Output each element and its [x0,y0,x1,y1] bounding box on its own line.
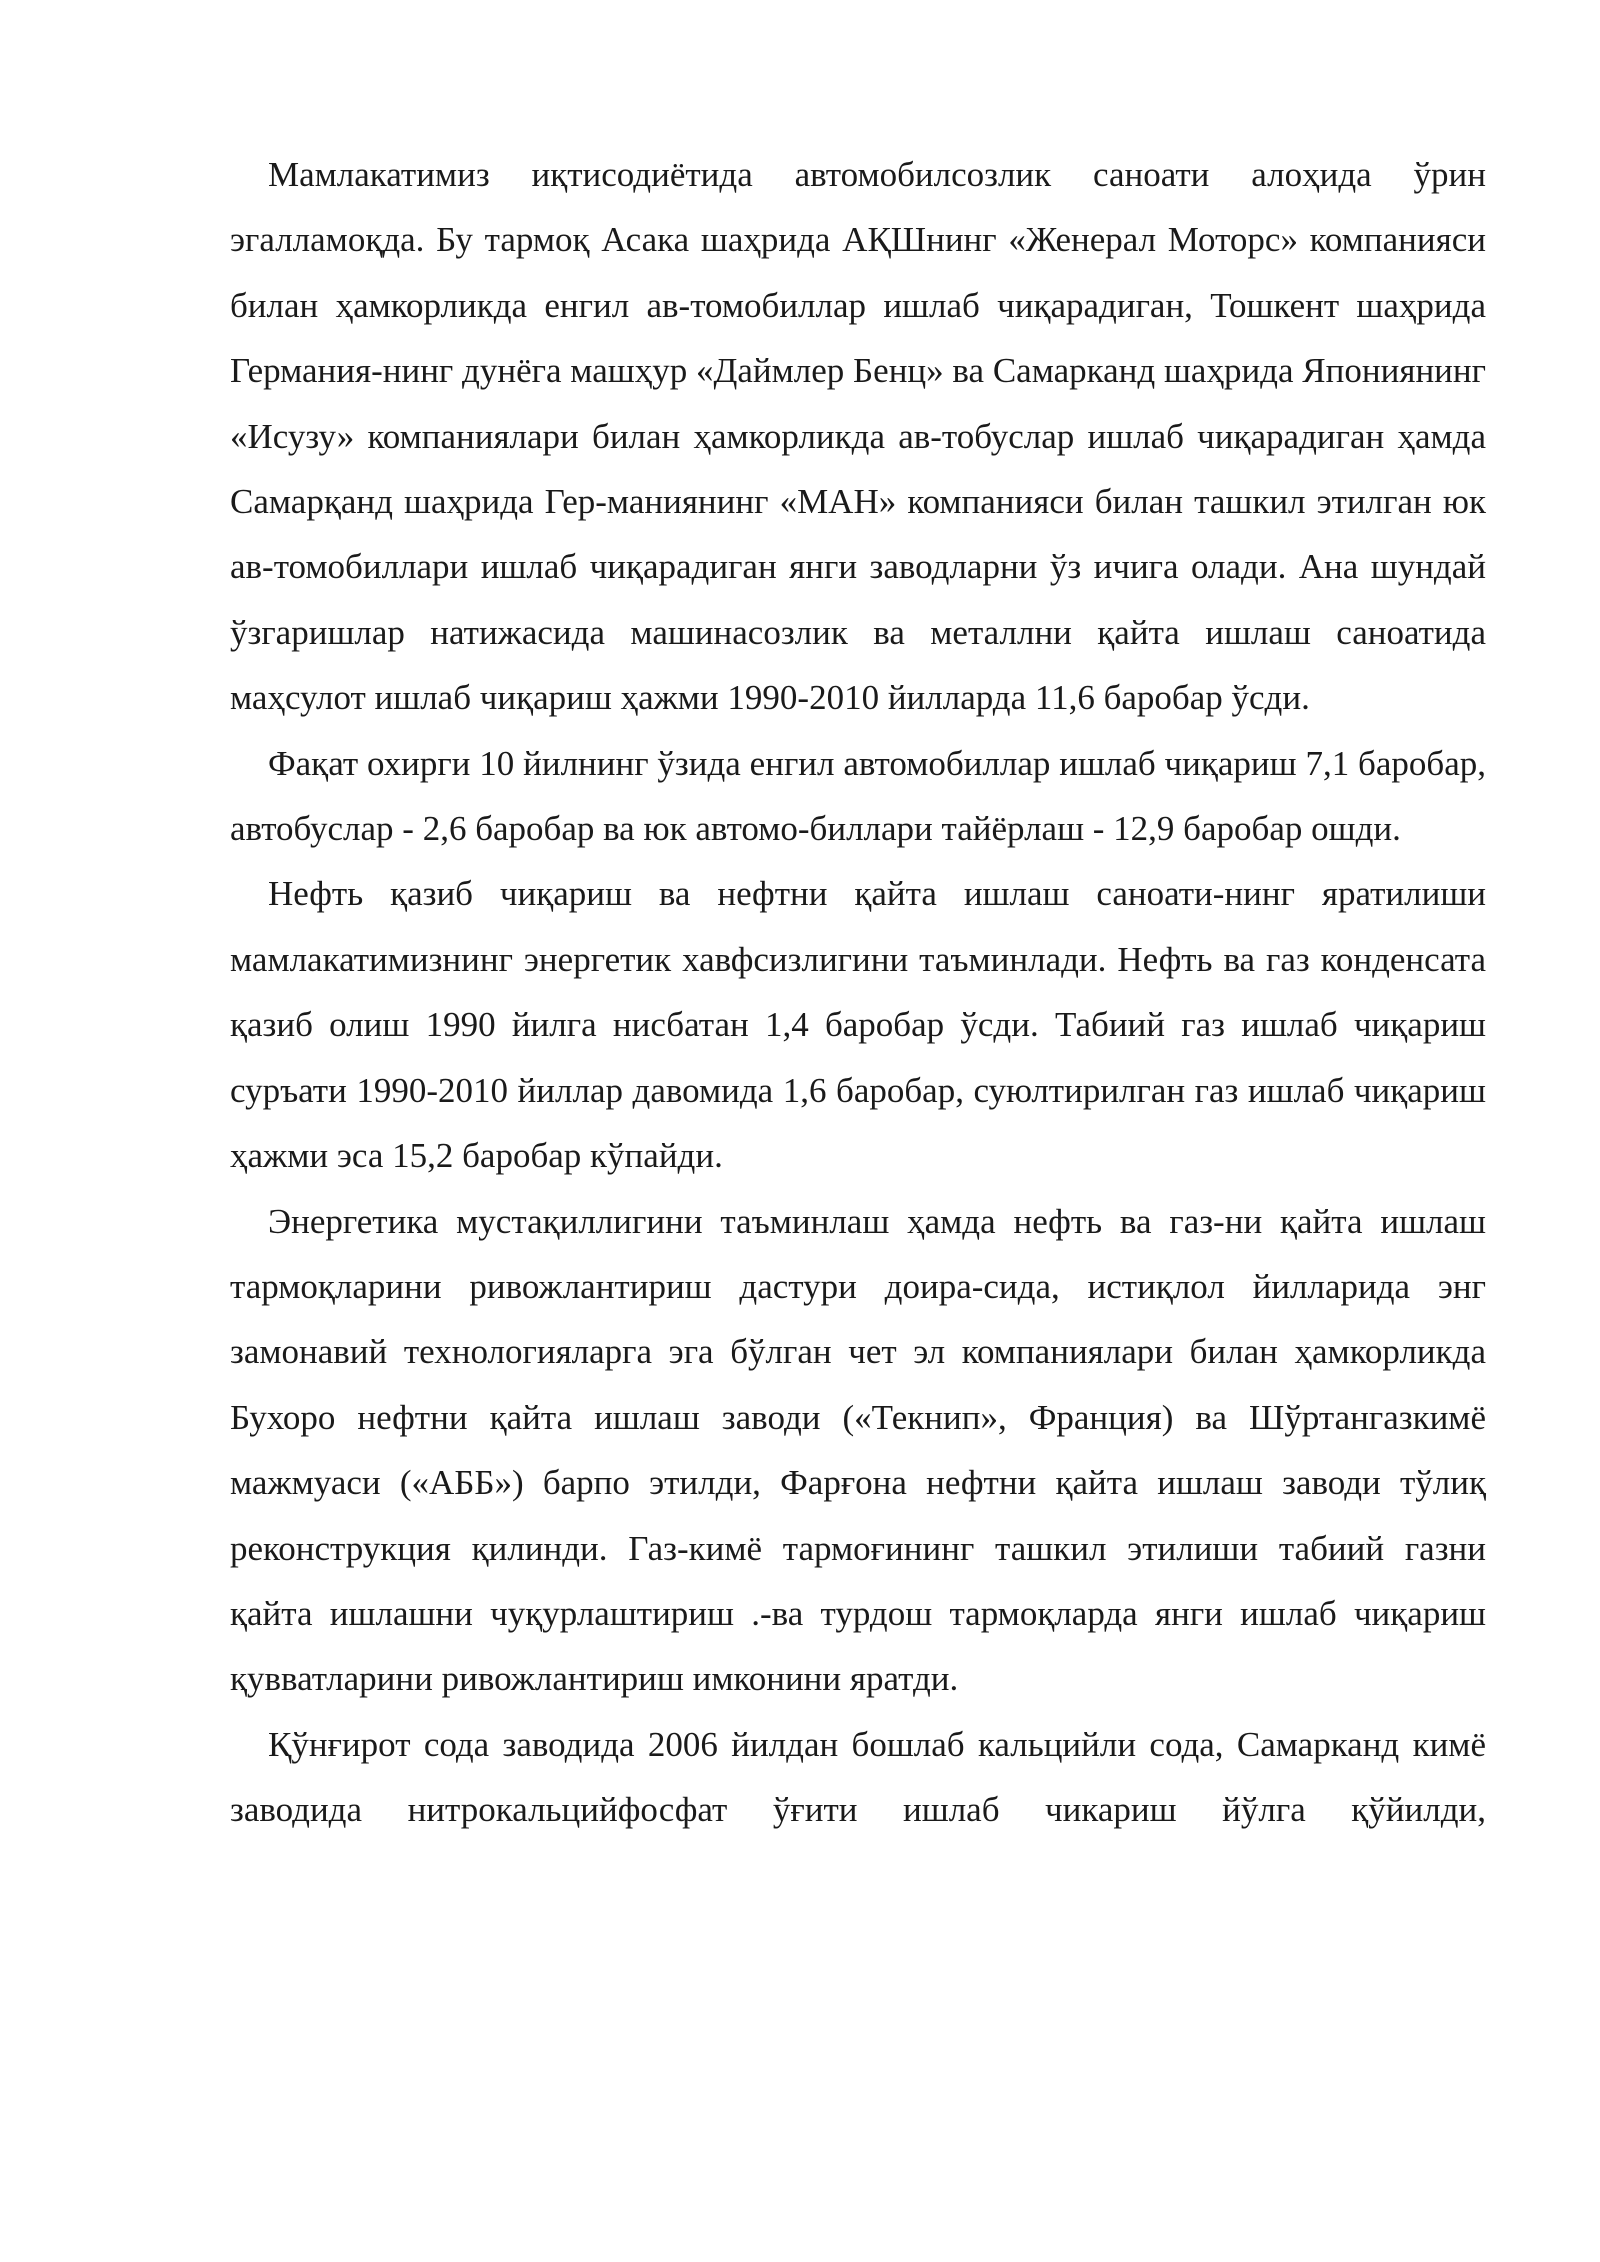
paragraph-automotive-industry: Мамлакатимиз иқтисодиётида автомобилсозлик саноати алоҳида ўрин эгалламоқда. Бу тармоқ Асака шаҳрида АҚШнинг «Женерал Моторс» компанияси билан ҳамкорликда енгил ав-томобиллар ишлаб чиқарадиган, Тошкент шаҳрида Германия-нинг дунёга машҳур «Даймлер Бенц» ва Самарканд шаҳрида Япониянинг «Исузу» компаниялари билан ҳамкорликда ав-тобуслар ишлаб чиқарадиган ҳамда Самарқанд шаҳрида Гер-маниянинг «МАН» компанияси билан ташкил этилган юк ав-томобиллари ишлаб чиқарадиган янги заводларни ўз ичига олади. Ана шундай ўзгаришлар натижасида машинасозлик ва металлни қайта ишлаш саноатида маҳсулот ишлаб чиқариш ҳажми 1990-2010 йилларда 11,6 баробар ўсди. [230,155,1486,718]
paragraph-energy-independence: Энергетика мустақиллигини таъминлаш ҳамда нефть ва газ-ни қайта ишлаш тармоқларини ривожлантириш дастури доира-сида, истиқлол йилларида энг замонавий технологияларга эга бўлган чет эл компаниялари билан ҳамкорликда Бухоро нефтни қайта ишлаш заводи («Текнип», Франция) ва Шўртангазкимё мажмуаси («АББ») барпо этилди, Фарғона нефтни қайта ишлаш заводи тўлиқ реконструкция қилинди. Газ-кимё тармоғининг ташкил этилиши табиий газни қайта ишлашни чуқурлаштириш .-ва турдош тармоқларда янги ишлаб чиқариш қувватларини ривожлантириш имконини яратди. [230,1201,1486,1699]
paragraph-oil-extraction: Нефть қазиб чиқариш ва нефтни қайта ишлаш саноати-нинг яратилиши мамлакатимизнинг энергетик хавфсизлигини таъминлади. Нефть ва газ конденсата қазиб олиш 1990 йилга нисбатан 1,4 баробар ўсди. Табиий газ ишлаб чиқариш суръати 1990-2010 йиллар давомида 1,6 баробар, суюлтирилган газ ишлаб чиқариш ҳажми эса 15,2 баробар кўпайди. [230,874,1486,1176]
document-body [230,142,1486,1843]
paragraph-last-ten-years: Фақат охирги 10 йилнинг ўзида енгил автомобиллар ишлаб чиқариш 7,1 баробар, автобуслар - 2,6 баробар ва юк автомо-биллари тайёрлаш - 12,9 баробар ошди. [230,743,1486,849]
paragraph-soda-plant: Қўнғирот сода заводида 2006 йилдан бошлаб кальцийли сода, Самарканд кимё заводида нитрокальцийфосфат ўғити ишлаб чикариш йўлга қўйилди, [230,1724,1486,1830]
